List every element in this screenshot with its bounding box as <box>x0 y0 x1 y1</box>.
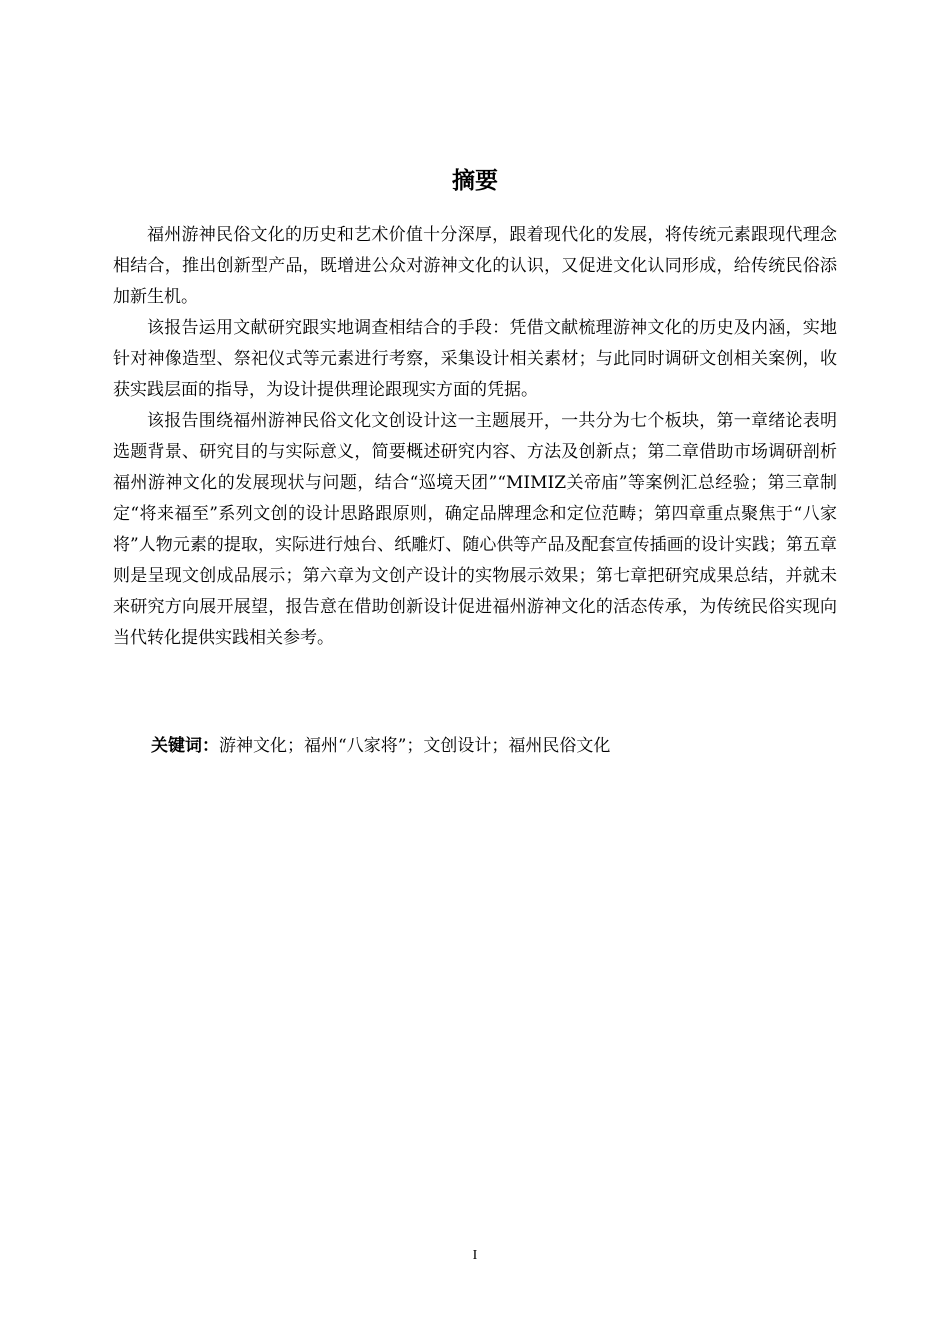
abstract-paragraph-3: 该报告围绕福州游神民俗文化文创设计这一主题展开，一共分为七个板块，第一章绪论表明选题背景、研究目的与实际意义，简要概述研究内容、方法及创新点；第二章借助市场调研剖析福州游神文化的发展现状与问题，结合“巡境天团”“MIMIZ关帝庙”等案例汇总经验；第三章制定“将来福至”系列文创的设计思路跟原则，确定品牌理念和定位范畴；第四章重点聚焦于“八家将”人物元素的提取，实际进行烛台、纸雕灯、随心供等产品及配套宣传插画的设计实践；第五章则是呈现文创成品展示；第六章为文创产设计的实物展示效果；第七章把研究成果总结，并就未来研究方向展开展望，报告意在借助创新设计促进福州游神文化的活态传承，为传统民俗实现向当代转化提供实践相关参考。 <box>113 411 837 648</box>
abstract-paragraph-1: 福州游神民俗文化的历史和艺术价值十分深厚，跟着现代化的发展，将传统元素跟现代理念相结合，推出创新型产品，既增进公众对游神文化的认识，又促进文化认同形成，给传统民俗添加新生机。 <box>113 225 837 307</box>
abstract-body <box>113 220 837 654</box>
abstract-title: 摘要 <box>452 168 498 194</box>
abstract-paragraph-2: 该报告运用文献研究跟实地调查相结合的手段：凭借文献梳理游神文化的历史及内涵，实地针对神像造型、祭祀仪式等元素进行考察，采集设计相关素材；与此同时调研文创相关案例，收获实践层面的指导，为设计提供理论跟现实方面的凭据。 <box>113 318 837 400</box>
keywords-label: 关键词： <box>151 736 219 756</box>
keywords-line <box>151 731 837 762</box>
keywords-value: 游神文化；福州“八家将”；文创设计；福州民俗文化 <box>219 736 611 756</box>
page-number: I <box>472 1248 478 1263</box>
